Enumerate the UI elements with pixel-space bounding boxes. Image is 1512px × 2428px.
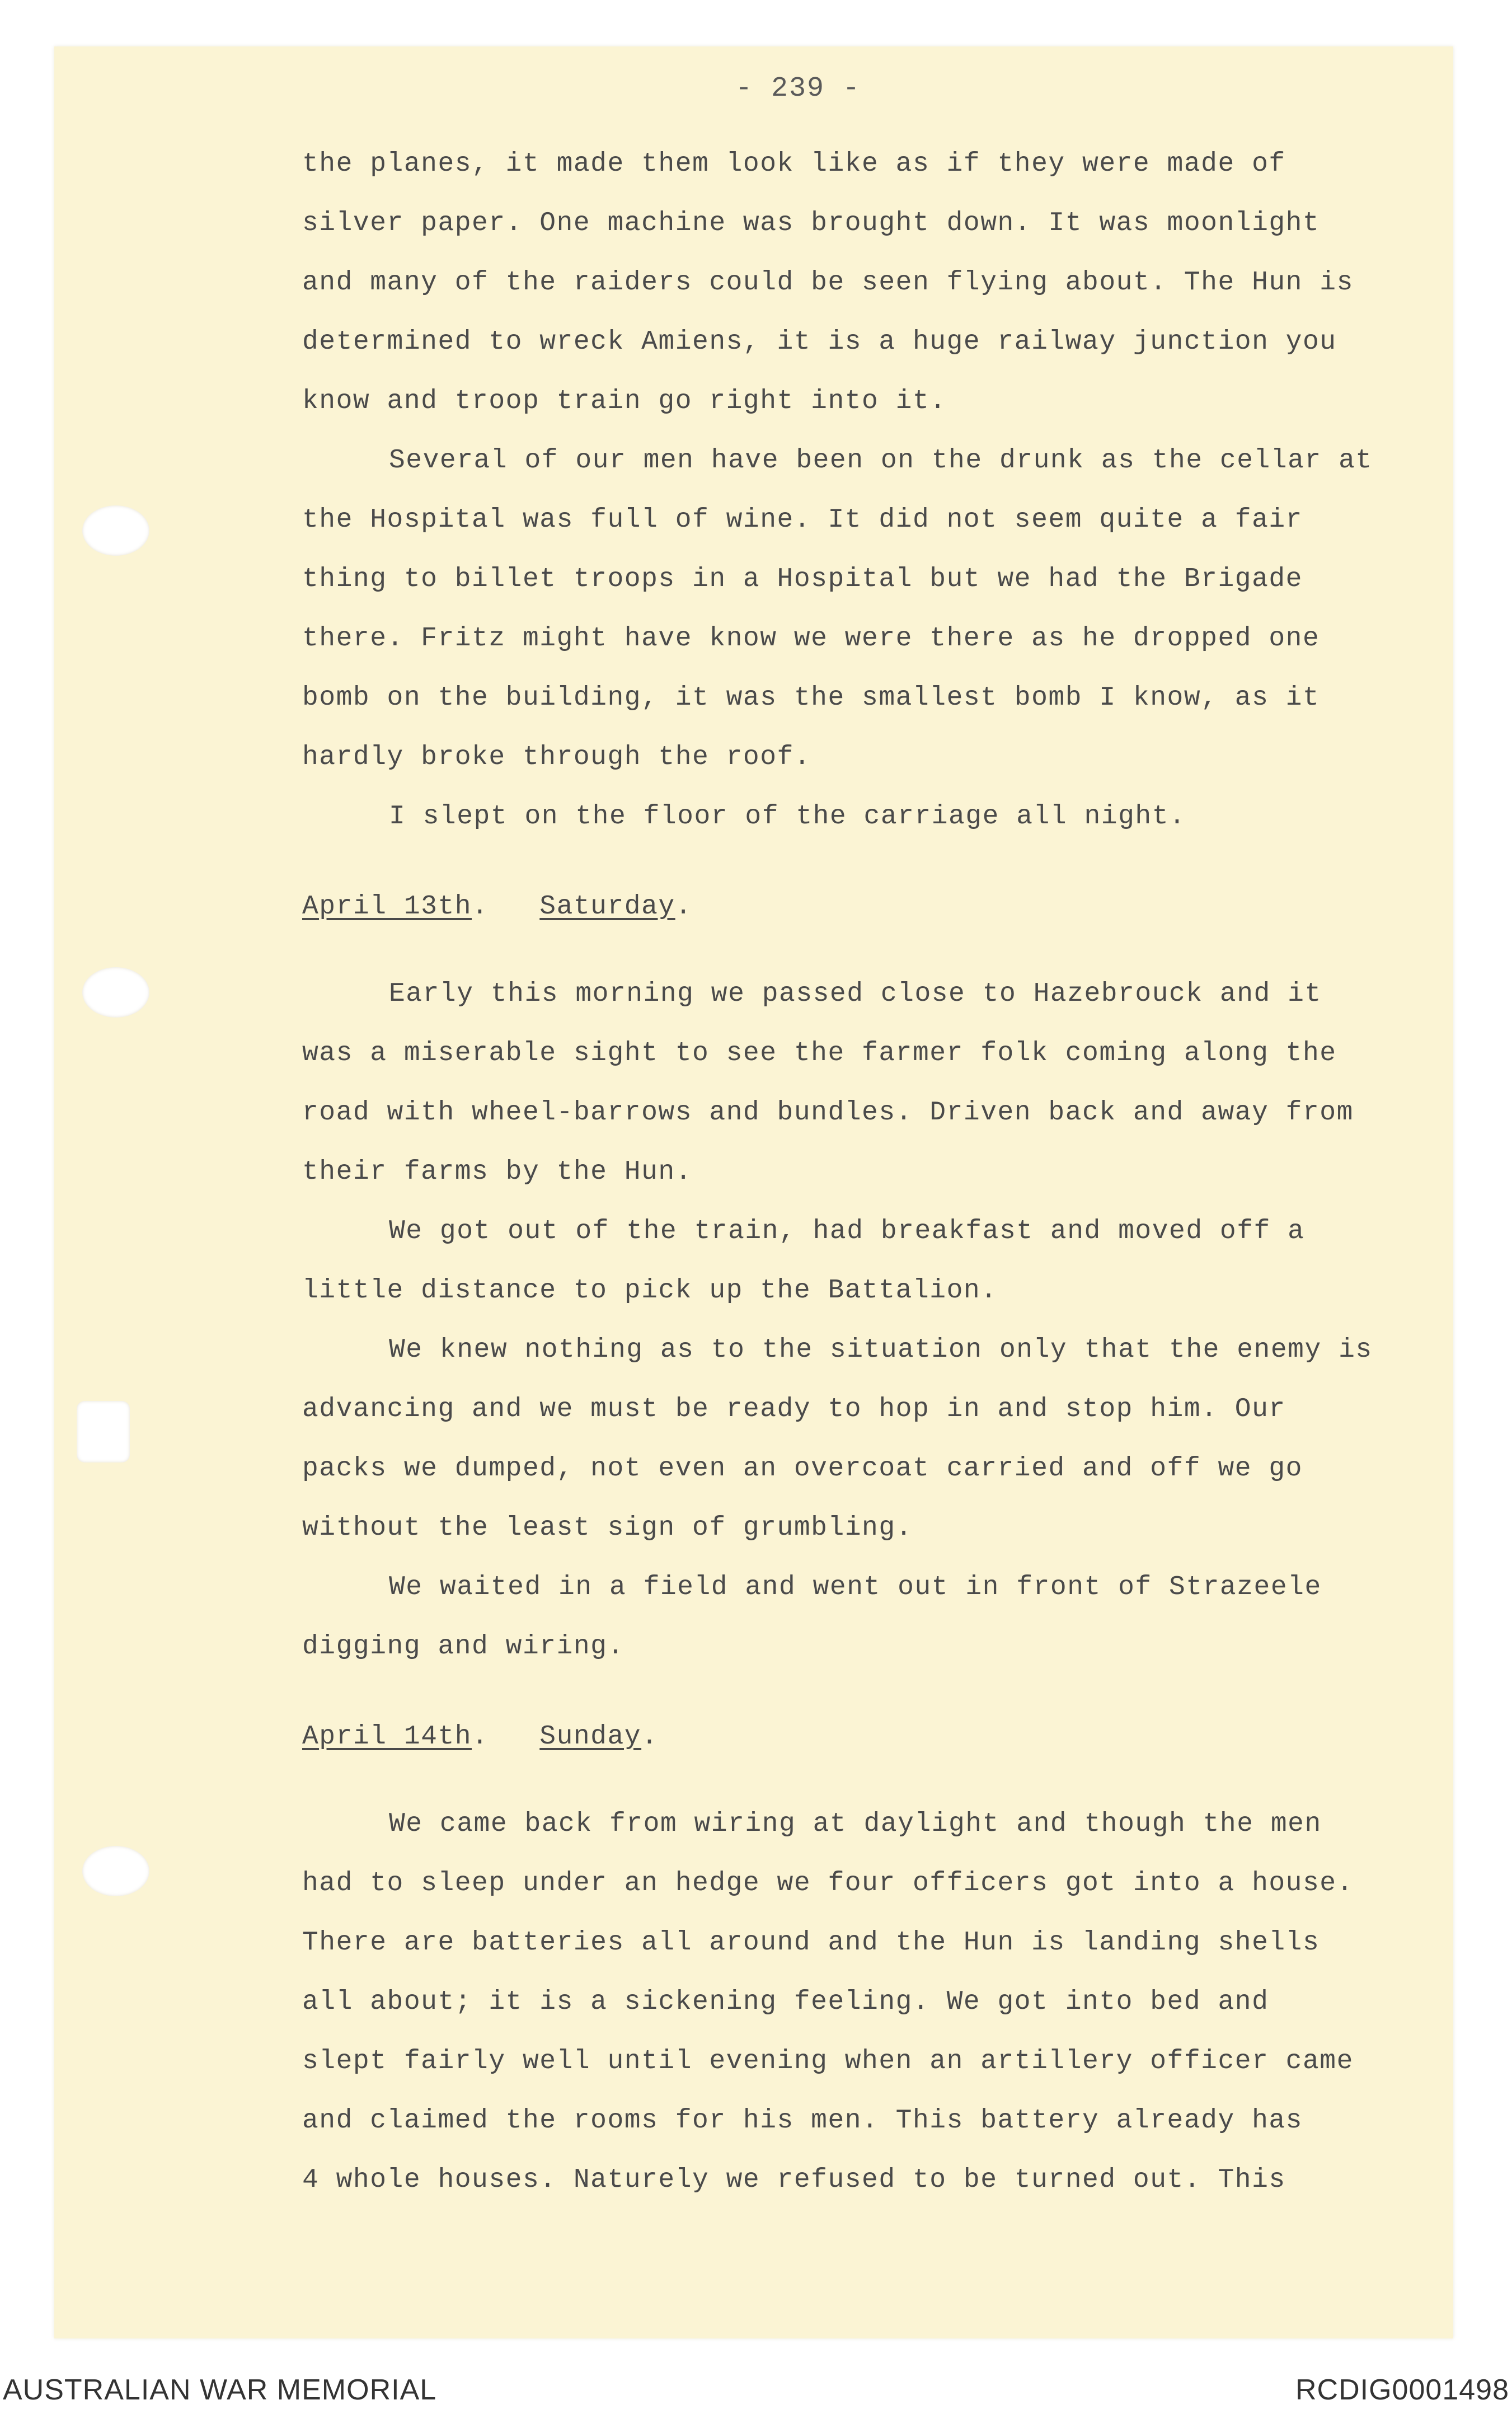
text-line: had to sleep under an hedge we four officers got into a house. — [302, 1868, 1354, 1899]
punch-hole — [82, 1846, 149, 1896]
page-number: - 239 - — [735, 73, 861, 105]
text-line: Early this morning we passed close to Hazebrouck and it — [389, 979, 1322, 1009]
text-line: thing to billet troops in a Hospital but we had the Brigade — [302, 564, 1303, 594]
text-line: We knew nothing as to the situation only that the enemy is — [389, 1335, 1373, 1365]
text-line: the Hospital was full of wine. It did not seem quite a fair — [302, 505, 1303, 535]
text-line: There are batteries all around and the Hun is landing shells — [302, 1928, 1320, 1958]
text-line: their farms by the Hun. — [302, 1157, 693, 1187]
text-line: I slept on the floor of the carriage all night. — [389, 801, 1186, 832]
typed-text-body — [302, 134, 1388, 2210]
text-line: and many of the raiders could be seen flying about. The Hun is — [302, 268, 1354, 298]
text-line: was a miserable sight to see the farmer folk coming along the — [302, 1038, 1337, 1068]
text-line: advancing and we must be ready to hop in and stop him. Our — [302, 1394, 1286, 1424]
text-line: slept fairly well until evening when an artillery officer came — [302, 2046, 1354, 2077]
text-line: road with wheel-barrows and bundles. Driven back and away from — [302, 1098, 1354, 1128]
text-line: there. Fritz might have know we were there as he dropped one — [302, 624, 1320, 654]
text-line: Several of our men have been on the drunk as the cellar at — [389, 446, 1373, 476]
text-line: know and troop train go right into it. — [302, 386, 947, 416]
text-line: digging and wiring. — [302, 1632, 624, 1662]
text-line: We came back from wiring at daylight and though the men — [389, 1809, 1322, 1839]
heading-date: April 14th — [302, 1722, 472, 1752]
text-line: We waited in a field and went out in front of Strazeele — [389, 1572, 1322, 1602]
text-line: 4 whole houses. Naturely we refused to be turned out. This — [302, 2165, 1286, 2195]
heading-day: Saturday — [539, 892, 675, 922]
heading-date: April 13th — [302, 892, 472, 922]
entry-heading-april-14: April 14th. Sunday. — [302, 1722, 659, 1752]
text-line: silver paper. One machine was brought down. It was moonlight — [302, 208, 1320, 238]
archive-id: RCDIG0001498 — [1295, 2374, 1509, 2406]
punch-hole — [77, 1401, 130, 1463]
heading-day: Sunday — [539, 1722, 642, 1752]
text-line: the planes, it made them look like as if they were made of — [302, 149, 1286, 179]
punch-hole — [82, 505, 149, 556]
punch-hole — [82, 967, 149, 1018]
paragraph-block-top — [302, 134, 1388, 846]
text-line: determined to wreck Amiens, it is a huge railway junction you — [302, 327, 1337, 357]
text-line: We got out of the train, had breakfast and moved off a — [389, 1216, 1305, 1246]
paragraph-block-april-13 — [302, 964, 1388, 1676]
text-line: without the least sign of grumbling. — [302, 1513, 913, 1543]
entry-heading-april-13: April 13th. Saturday. — [302, 892, 693, 922]
text-line: all about; it is a sickening feeling. We got into bed and — [302, 1987, 1269, 2017]
text-line: little distance to pick up the Battalion. — [302, 1276, 998, 1306]
paragraph-block-april-14 — [302, 1794, 1388, 2210]
archive-credit: AUSTRALIAN WAR MEMORIAL — [3, 2374, 437, 2406]
text-line: and claimed the rooms for his men. This battery already has — [302, 2106, 1303, 2136]
text-line: bomb on the building, it was the smallest bomb I know, as it — [302, 683, 1320, 713]
text-line: hardly broke through the roof. — [302, 742, 811, 772]
text-line: packs we dumped, not even an overcoat carried and off we go — [302, 1454, 1303, 1484]
